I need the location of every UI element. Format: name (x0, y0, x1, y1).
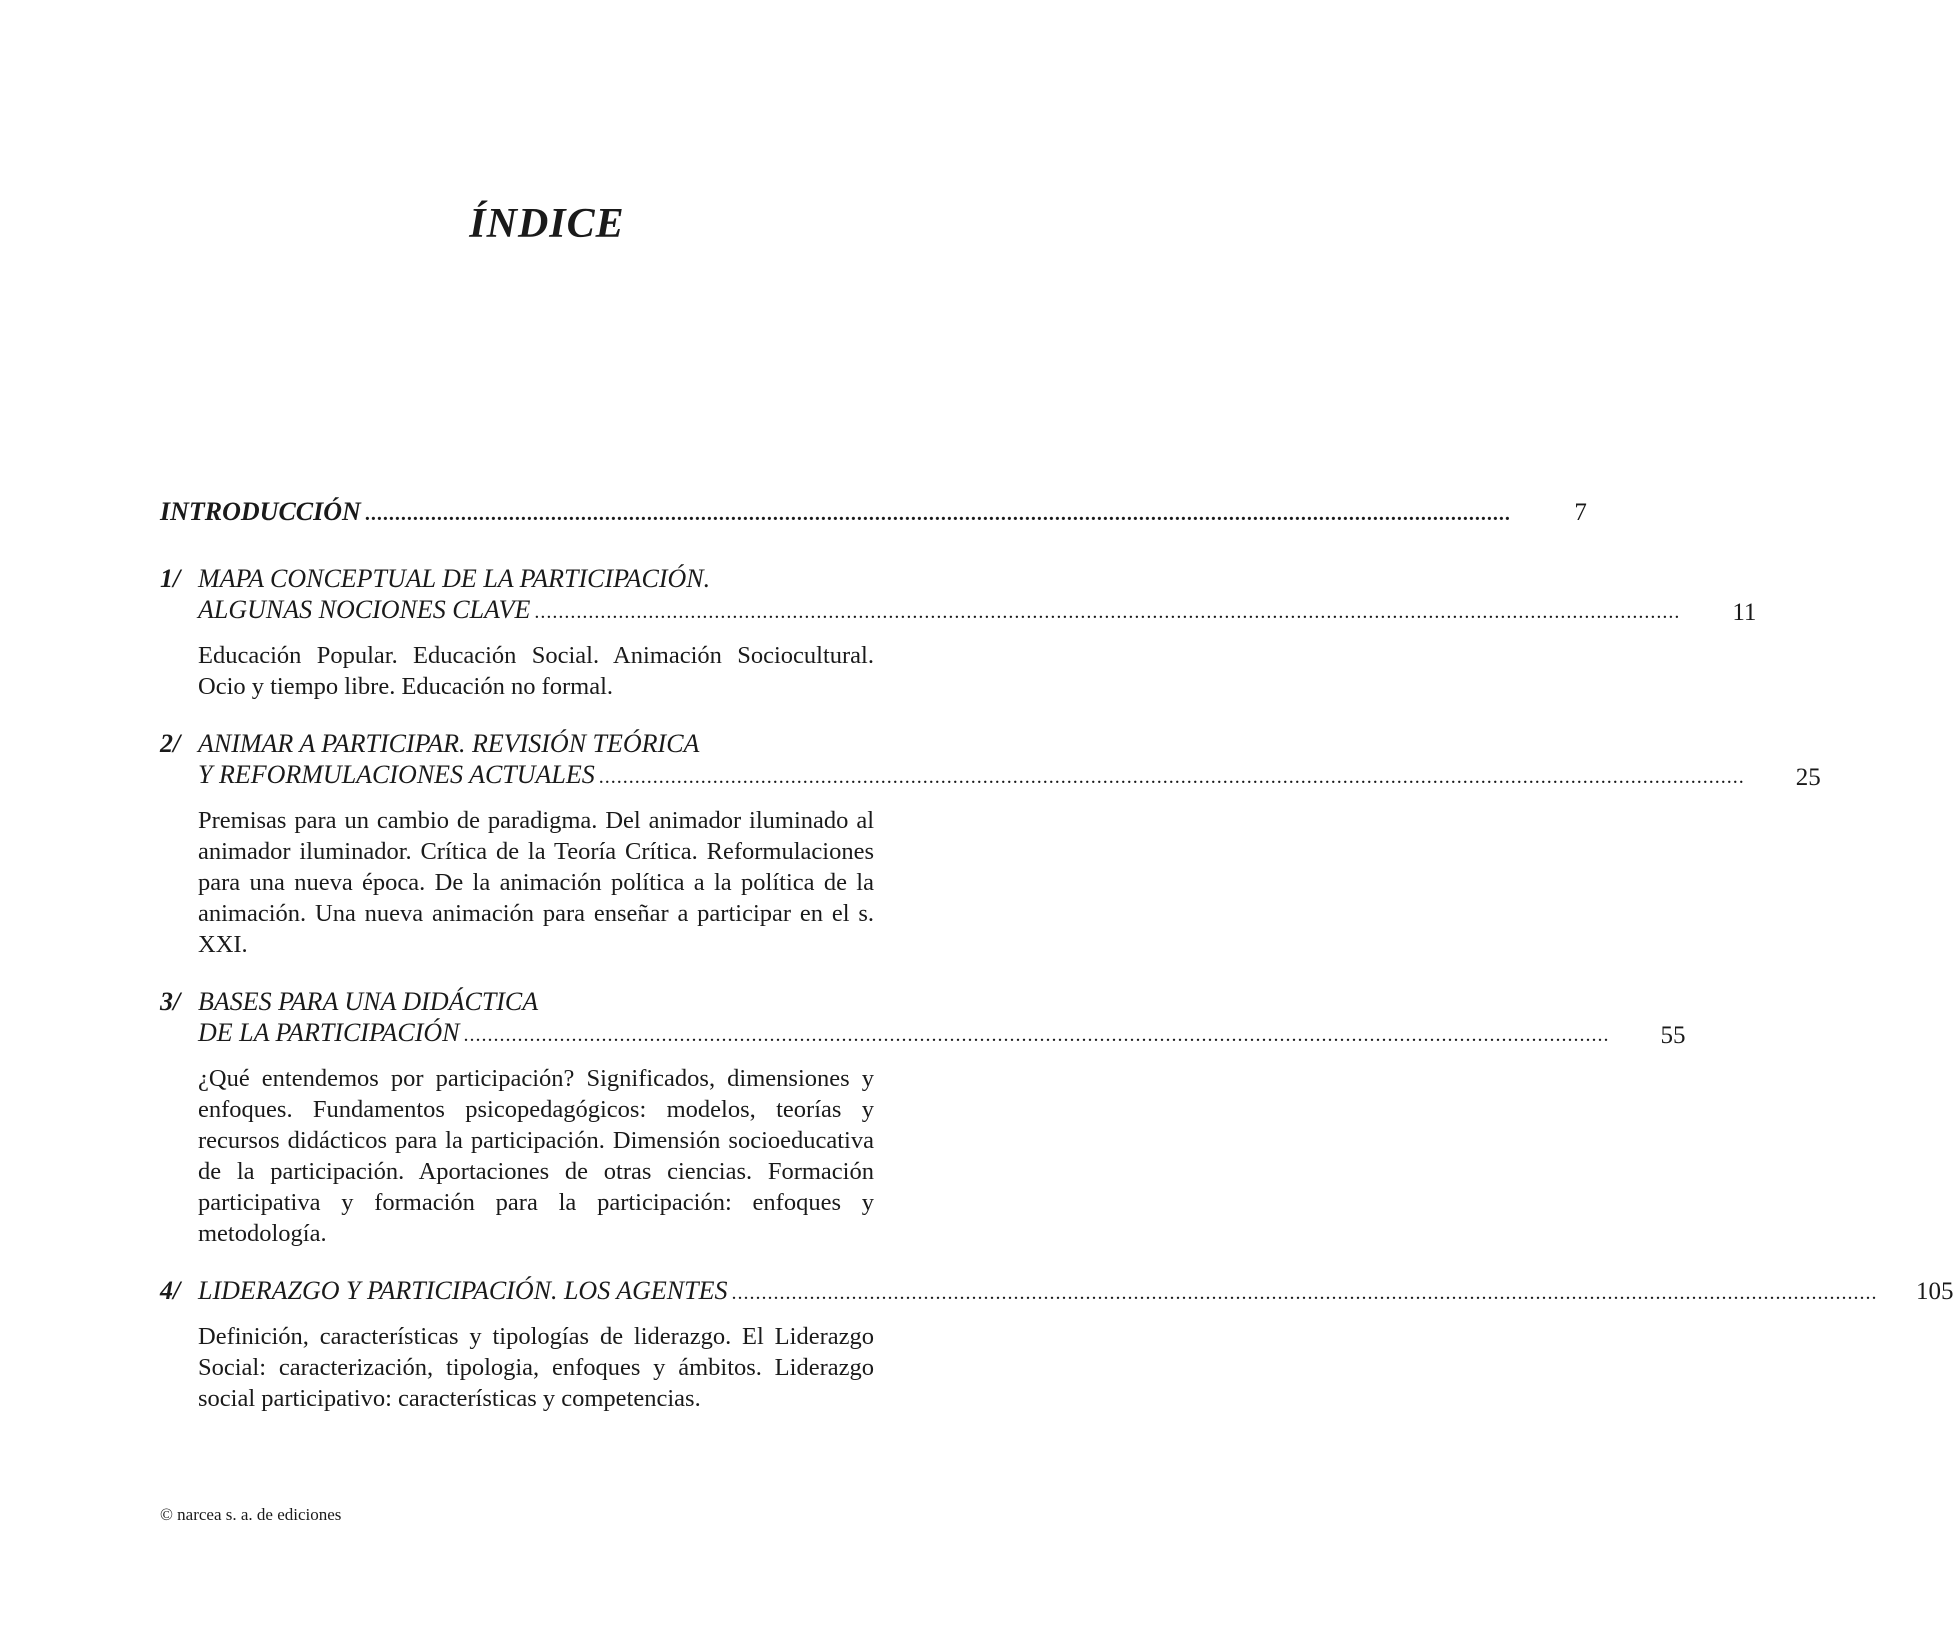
toc-entry-introduccion (160, 496, 1587, 530)
toc-entry-chapter-2 (160, 728, 1821, 960)
toc-heading-text[interactable]: ALGUNAS NOCIONES CLAVE (198, 595, 531, 624)
toc-heading (160, 496, 1587, 530)
leader-dots (365, 499, 1511, 530)
copyright-footer: © narcea s. a. de ediciones (160, 1505, 342, 1524)
chapter-summary: Definición, características y tipologías de liderazgo. El Liderazgo Social: caracterización, tipologia, enfoques y ámbitos. Liderazgo social participativo: características y competencias. (198, 1323, 874, 1412)
toc-entry-chapter-4 (160, 1275, 1953, 1414)
leader-dots (731, 1278, 1877, 1309)
toc-entry-chapter-1 (160, 563, 1757, 702)
toc-page-number[interactable]: 11 (1732, 599, 1757, 626)
toc-page-number[interactable]: 7 (1574, 499, 1587, 526)
toc-heading (160, 563, 1757, 628)
toc-heading (160, 986, 1686, 1051)
toc-heading (160, 1275, 1953, 1309)
chapter-summary: ¿Qué entendemos por participación? Significados, dimensiones y enfoques. Fundamentos psicopedagógicos: modelos, teorías y recursos didácticos para la participación. Dimensión socioeducativa de la participación. Aportaciones de otras ciencias. Formación participativa y formación para la participación: enfoques y metodología. (198, 1065, 874, 1247)
toc-heading-text[interactable]: Y REFORMULACIONES ACTUALES (198, 760, 595, 789)
toc-page-number[interactable]: 105 (1915, 1278, 1953, 1305)
toc-page-number[interactable]: 25 (1795, 764, 1821, 791)
toc-heading-text[interactable]: INTRODUCCIÓN (160, 497, 361, 526)
chapter-number: 4/ (160, 1276, 181, 1305)
toc-heading-text[interactable]: LIDERAZGO Y PARTICIPACIÓN. LOS AGENTES (198, 1276, 728, 1305)
toc-entry-chapter-3 (160, 986, 1686, 1249)
toc-heading-text[interactable]: DE LA PARTICIPACIÓN (198, 1018, 460, 1047)
toc-heading (160, 728, 1821, 793)
toc-heading-text[interactable]: BASES PARA UNA DIDÁCTICA (198, 987, 539, 1016)
chapter-number: 2/ (160, 729, 181, 758)
table-of-contents (160, 496, 1953, 1439)
chapter-summary: Premisas para un cambio de paradigma. Del animador iluminado al animador iluminador. Crítica de la Teoría Crítica. Reformulaciones para una nueva época. De la animación política a la política de la animación. Una nueva animación para enseñar a participar en el s. XXI. (198, 807, 874, 958)
toc-page-number[interactable]: 55 (1660, 1022, 1686, 1049)
page-title: ÍNDICE (469, 201, 625, 248)
toc-heading-text[interactable]: MAPA CONCEPTUAL DE LA PARTICIPACIÓN. (198, 564, 711, 593)
leader-dots (463, 1020, 1609, 1051)
toc-heading-text[interactable]: ANIMAR A PARTICIPAR. REVISIÓN TEÓRICA (198, 729, 700, 758)
chapter-number: 3/ (160, 987, 181, 1016)
leader-dots (534, 597, 1680, 628)
chapter-summary: Educación Popular. Educación Social. Animación Sociocultural. Ocio y tiempo libre. Educación no formal. (198, 642, 874, 700)
leader-dots (599, 762, 1745, 793)
chapter-number: 1/ (160, 564, 181, 593)
